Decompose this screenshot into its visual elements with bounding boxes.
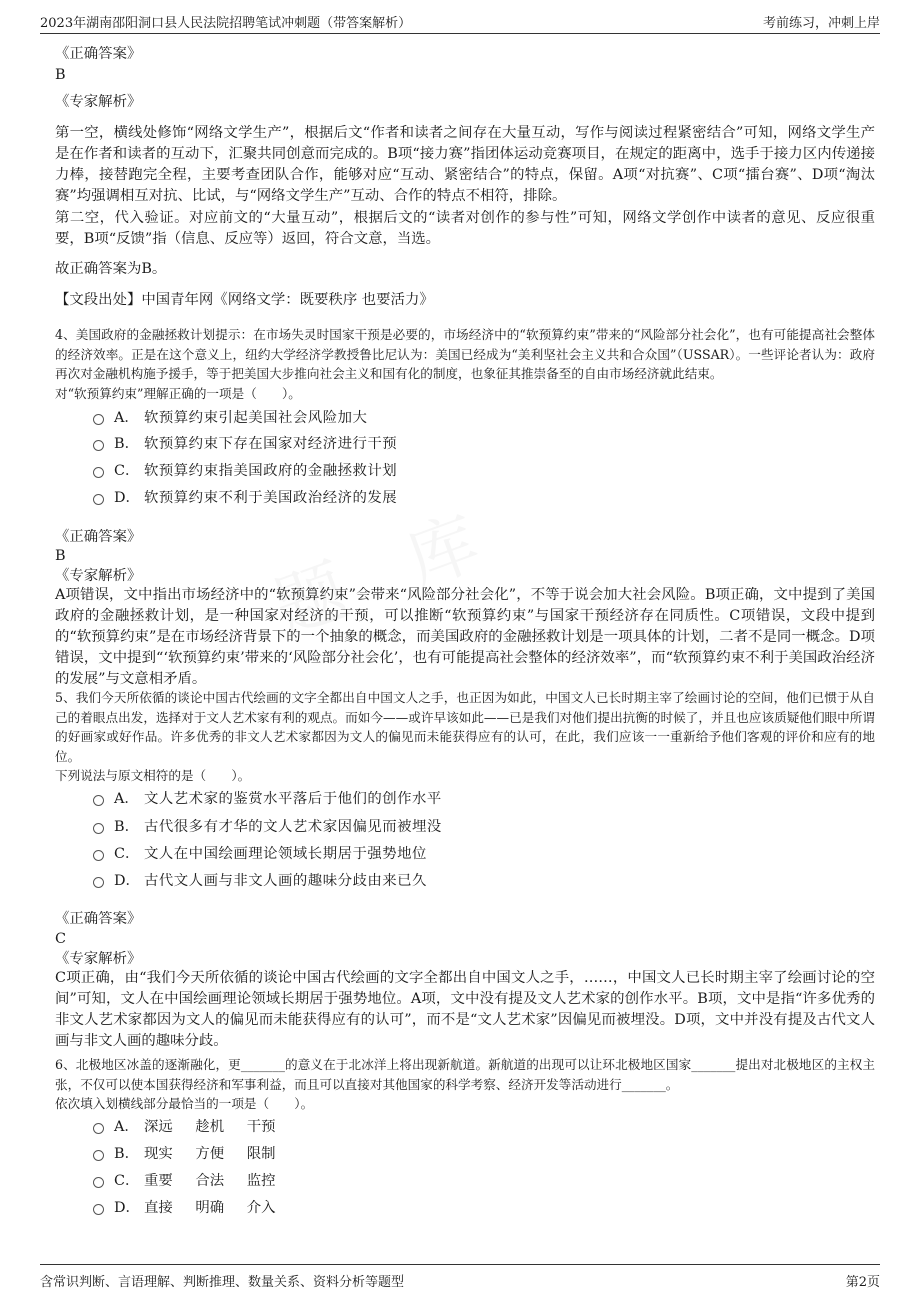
header-title: 2023年湖南邵阳洞口县人民法院招聘笔试冲刺题（带答案解析） (40, 16, 412, 31)
radio-icon[interactable] (93, 1123, 104, 1134)
option-word: 重要 (144, 1172, 173, 1189)
option-text: 软预算约束引起美国社会风险加大 (144, 409, 368, 426)
q5-option-a[interactable] (93, 786, 442, 808)
q4-stem: 4、美国政府的金融拯救计划提示：在市场失灵时国家干预是必要的，市场经济中的“软预算约束”带来的“风险部分社会化”，也有可能提高社会整体的经济效率。正是在这个意义上，纽约大学经济学教授鲁比尼认为：美国已经成为“美利坚社会主义共和合众国”（USSAR）。一些评论者认为：政府再次对金融机构施予援手，等于把美国大步推向社会主义和国有化的制度，也象征其推崇备至的自由市场经济就此结束。 (55, 327, 875, 381)
option-letter: B． (114, 435, 139, 452)
radio-icon[interactable] (93, 1177, 104, 1188)
option-letter: C． (114, 462, 140, 479)
q4-analysis-label: 《专家解析》 (55, 568, 142, 584)
option-word: 监控 (246, 1172, 276, 1189)
q3-answer: B (55, 67, 66, 83)
q5-option-c[interactable] (93, 841, 427, 863)
q6-option-b[interactable] (93, 1141, 294, 1163)
radio-icon[interactable] (93, 823, 104, 834)
option-word: 限制 (246, 1145, 276, 1162)
footer-categories: 含常识判断、言语理解、判断推理、数量关系、资料分析等题型 (40, 1275, 405, 1290)
page-number: 第2页 (845, 1275, 880, 1290)
option-text: 古代文人画与非文人画的趣味分歧由来已久 (144, 872, 427, 889)
q4-option-b[interactable] (93, 431, 397, 453)
option-words (144, 1169, 294, 1190)
option-words (144, 1115, 294, 1136)
option-letter: D． (114, 1199, 140, 1216)
q4-question: 对“软预算约束”理解正确的一项是（ ）。 (55, 386, 301, 401)
q4-answer-label: 《正确答案》 (55, 529, 142, 545)
q3-analysis-p1: 第一空，横线处修饰“网络文学生产”，根据后文“作者和读者之间存在大量互动，写作与阅读过程紧密结合”可知，网络文学生产是在作者和读者的互动下，汇聚共同创意而完成的。B项“接力赛”指团体运动竞赛项目，在规定的距离中，选手于接力区内传递接力棒，接替跑完全程，主要考查团队合作，能够对应“互动、紧密结合”的特点，保留。A项“对抗赛”、C项“擂台赛”、D项“淘汰赛”均强调相互对抗、比试，与“网络文学生产”互动、合作的特点不相符，排除。 (55, 125, 875, 204)
option-letter: A． (114, 1118, 139, 1135)
radio-icon[interactable] (93, 467, 104, 478)
option-letter: D． (114, 489, 140, 506)
option-word: 明确 (195, 1199, 225, 1216)
q4-analysis: A项错误，文中指出市场经济中的“软预算约束”会带来“风险部分社会化”，不等于说会加大社会风险。B项正确，文中提到了美国政府的金融拯救计划，是一种国家对经济的干预，可以推断“软预算约束”与国家干预经济存在同质性。C项错误，文段中提到的“软预算约束”是在市场经济背景下的一个抽象的概念，而美国政府的金融拯救计划是一项具体的计划，二者不是同一概念。D项错误，文中提到“‘软预算约束’带来的‘风险部分社会化’，也有可能提高社会整体的经济效率”，而“软预算约束不利于美国政治经济的发展”与文意相矛盾。 (55, 587, 875, 687)
q6-stem: 6、北极地区冰盖的逐渐融化，更_______的意义在于北冰洋上将出现新航道。新航道的出现可以让环北极地区国家_______提出对北极地区的主权主张，不仅可以使本国获得经济和军事利益，而且可以直接对其他国家的科学考察、经济开发等活动进行_______。 (55, 1057, 875, 1092)
option-text: 文人在中国绘画理论领域长期居于强势地位 (144, 845, 427, 862)
q5-analysis: C项正确，由“我们今天所依循的谈论中国古代绘画的文字全都出自中国文人之手，……，中国文人已长时期主宰了绘画讨论的空间”可知，文人在中国绘画理论领域长期居于强势地位。A项，文中没有提及文人艺术家的创作水平。B项，文中是指“许多优秀的非文人艺术家都因为文人的偏见而未能获得应有的认可”，而不是“文人艺术家”因偏见而被埋没。D项，文中并没有提及古代文人画与非文人画的趣味分歧。 (55, 970, 875, 1049)
option-word: 深远 (144, 1118, 173, 1135)
radio-icon[interactable] (93, 877, 104, 888)
q6-option-c[interactable] (93, 1168, 294, 1190)
option-word: 合法 (195, 1172, 225, 1189)
q3-analysis-p3: 故正确答案为B。 (55, 261, 167, 277)
radio-icon[interactable] (93, 414, 104, 425)
option-letter: B． (114, 818, 139, 835)
option-letter: A． (114, 409, 139, 426)
q5-analysis-label: 《专家解析》 (55, 951, 142, 967)
option-word: 介入 (246, 1199, 276, 1216)
header-slogan: 考前练习，冲刺上岸 (762, 16, 880, 31)
q4-option-a[interactable] (93, 405, 367, 427)
q5-question: 下列说法与原文相符的是（ ）。 (55, 768, 251, 783)
option-word: 方便 (195, 1145, 225, 1162)
option-text: 古代很多有才华的文人艺术家因偏见而被埋没 (144, 818, 442, 835)
option-letter: B． (114, 1145, 139, 1162)
radio-icon[interactable] (93, 795, 104, 806)
option-words (144, 1196, 294, 1217)
q5-stem: 5、我们今天所依循的谈论中国古代绘画的文字全都出自中国文人之手，也正因为如此，中国文人已长时期主宰了绘画讨论的空间，他们已惯于从自己的着眼点出发，选择对于文人艺术家有利的观点。而如今——或许早该如此——已是我们对他们提出抗衡的时候了，并且也应该质疑他们眼中所谓的好画家或好作品。许多优秀的非文人艺术家都因为文人的偏见而未能获得应有的认可，在此，我们应该一一重新给予他们客观的评价和应有的地位。 (55, 690, 875, 764)
q5-answer-label: 《正确答案》 (55, 911, 142, 927)
q6-option-a[interactable] (93, 1114, 294, 1136)
q4-answer: B (55, 548, 66, 564)
option-text: 软预算约束指美国政府的金融拯救计划 (144, 462, 398, 479)
option-word: 趁机 (195, 1118, 225, 1135)
q5-option-d[interactable] (93, 868, 427, 890)
q4-option-d[interactable] (93, 485, 397, 507)
option-word: 干预 (246, 1118, 276, 1135)
q6-option-d[interactable] (93, 1195, 294, 1217)
q3-answer-label: 《正确答案》 (55, 46, 142, 62)
page-header (40, 10, 880, 34)
q3-source: 【文段出处】中国青年网《网络文学：既要秩序 也要活力》 (55, 292, 434, 308)
q4-option-c[interactable] (93, 458, 397, 480)
option-letter: C． (114, 845, 140, 862)
option-word: 直接 (144, 1199, 173, 1216)
option-letter: D． (114, 872, 140, 889)
radio-icon[interactable] (93, 494, 104, 505)
page-footer (40, 1264, 880, 1294)
option-letter: A． (114, 790, 139, 807)
radio-icon[interactable] (93, 850, 104, 861)
q3-analysis-p2: 第二空，代入验证。对应前文的“大量互动”，根据后文的“读者对创作的参与性”可知，网络文学创作中读者的意见、反应很重要，B项“反馈”指（信息、反应等）返回，符合文意，当选。 (55, 210, 875, 247)
option-text: 文人艺术家的鉴赏水平落后于他们的创作水平 (144, 790, 442, 807)
radio-icon[interactable] (93, 440, 104, 451)
option-text: 软预算约束不利于美国政治经济的发展 (144, 489, 398, 506)
option-letter: C． (114, 1172, 140, 1189)
q3-analysis-label: 《专家解析》 (55, 94, 142, 110)
radio-icon[interactable] (93, 1204, 104, 1215)
q5-answer: C (55, 931, 67, 947)
option-words (144, 1142, 294, 1163)
q6-question: 依次填入划横线部分最恰当的一项是（ ）。 (55, 1096, 314, 1111)
radio-icon[interactable] (93, 1150, 104, 1161)
option-text: 软预算约束下存在国家对经济进行干预 (144, 435, 398, 452)
q5-option-b[interactable] (93, 814, 442, 836)
option-word: 现实 (144, 1145, 173, 1162)
